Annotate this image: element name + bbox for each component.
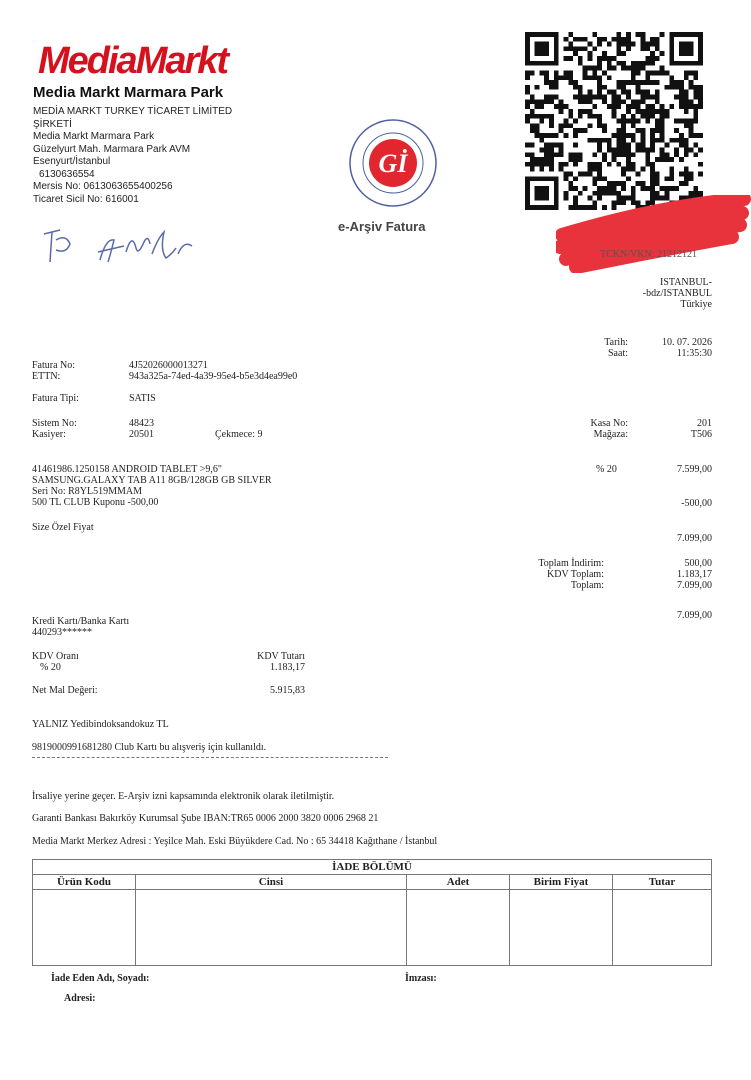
total-discount-label: Toplam İndirim: [538, 558, 604, 569]
mediamarkt-logo: MediaMarkt [38, 40, 228, 82]
date-label: Tarih: [604, 337, 628, 348]
register-value: 201 [697, 418, 712, 429]
total-value: 7.099,00 [677, 580, 712, 591]
return-title: İADE BÖLÜMÜ [33, 860, 712, 875]
system-no-label: Sistem No: [32, 418, 77, 429]
signature-label: İmzası: [405, 973, 437, 984]
return-cell [407, 890, 510, 966]
register-label: Kasa No: [590, 418, 628, 429]
company-line: Mersis No: 0613063655400256 [33, 181, 173, 192]
document-type: e-Arşiv Fatura [338, 219, 426, 234]
bank-info: Garanti Bankası Bakırköy Kurumsal Şube IBAN:TR65 0006 2000 3820 0006 2968 21 [32, 813, 379, 824]
invoice-type-value: SATIS [129, 393, 156, 404]
item-price: 7.599,00 [677, 464, 712, 475]
system-no-value: 48423 [129, 418, 154, 429]
return-cell [33, 890, 136, 966]
company-line: Ticaret Sicil No: 616001 [33, 193, 139, 205]
company-line: Esenyurt/İstanbul [33, 156, 111, 167]
customer-vkn: TCKN/VKN: 21212121 [600, 249, 697, 260]
net-value-label: Net Mal Değeri: [32, 685, 98, 696]
return-cell [613, 890, 712, 966]
special-price-label: Size Özel Fiyat [32, 522, 94, 533]
return-cell [136, 890, 407, 966]
signature-image [38, 222, 198, 272]
col-total: Tutar [613, 875, 712, 890]
customer-address [600, 277, 712, 310]
dashed-divider [32, 757, 388, 758]
ettn-label: ETTN: [32, 371, 61, 382]
city-line: ISTANBUL- [660, 277, 712, 288]
col-type: Cinsi [136, 875, 407, 890]
company-line: MEDİA MARKT TURKEY TİCARET LİMİTED [33, 106, 233, 117]
company-info [33, 106, 283, 206]
redaction-mark [556, 195, 751, 273]
invoice-no-label: Fatura No: [32, 360, 76, 371]
ettn-value: 943a325a-74ed-4a39-95e4-b5e3d4ea99e0 [129, 371, 298, 382]
col-unit-price: Birim Fiyat [510, 875, 613, 890]
vat-total-label: KDV Toplam: [547, 569, 604, 580]
special-price-value: 7.099,00 [677, 533, 712, 544]
cashier-label: Kasiyer: [32, 429, 66, 440]
item-serial: Seri No: R8YL519MMAM [32, 486, 143, 497]
invoice-no-value: 4J52026000013271 [129, 360, 208, 371]
vat-amount-value: 1.183,17 [270, 662, 305, 673]
total-label: Toplam: [570, 580, 604, 591]
payment-method: Kredi Kartı/Banka Kartı [32, 616, 130, 627]
date-value: 10. 07. 2026 [662, 337, 712, 348]
vat-rate-value: % 20 [40, 662, 61, 673]
vat-total-value: 1.183,17 [677, 569, 712, 580]
card-number: 440293****** [32, 627, 92, 638]
invoice-type-label: Fatura Tipi: [32, 393, 79, 404]
company-line: 6130636554 [39, 168, 95, 180]
store-label: Mağaza: [593, 429, 628, 440]
col-quantity: Adet [407, 875, 510, 890]
paid-amount: 7.099,00 [677, 610, 712, 621]
item-vat: % 20 [596, 464, 617, 475]
net-value: 5.915,83 [270, 685, 305, 696]
country: Türkiye [680, 299, 712, 310]
irsaliye-note: İrsaliye yerine geçer. E-Arşiv izni kapsamında elektronik olarak iletilmiştir. [32, 791, 335, 802]
club-card-note: 9819000991681280 Club Kartı bu alışveriş için kullanıldı. [32, 742, 267, 753]
seal-letters: Gİ [378, 149, 408, 178]
company-line: ŞİRKETİ [33, 118, 72, 130]
time-label: Saat: [608, 348, 628, 359]
col-product-code: Ürün Kodu [33, 875, 136, 890]
city-line: -bdz/ISTANBUL [642, 288, 712, 299]
gib-seal-icon [348, 118, 438, 208]
address-label: Adresi: [64, 993, 96, 1004]
store-value: T506 [690, 429, 712, 440]
total-discount-value: 500,00 [684, 558, 712, 569]
cashier-value: 20501 [129, 429, 154, 440]
vat-amount-label: KDV Tutarı [257, 651, 305, 662]
item-discount: -500,00 [681, 498, 712, 509]
item-line: 41461986.1250158 ANDROID TABLET >9,6" [32, 464, 222, 475]
company-line: Media Markt Marmara Park [33, 131, 155, 142]
returner-name-label: İade Eden Adı, Soyadı: [51, 973, 150, 984]
item-coupon: 500 TL CLUB Kuponu -500,00 [32, 497, 159, 508]
return-cell [510, 890, 613, 966]
company-line: Güzelyurt Mah. Marmara Park AVM [33, 143, 191, 155]
return-table [32, 859, 712, 966]
item-line: SAMSUNG.GALAXY TAB A11 8GB/128GB GB SILVER [32, 475, 272, 486]
time-value: 11:35:30 [676, 348, 712, 359]
vat-rate-label: KDV Oranı [32, 651, 79, 662]
store-title: Media Markt Marmara Park [33, 84, 224, 101]
hq-address: Media Markt Merkez Adresi : Yeşilce Mah. Eski Büyükdere Cad. No : 65 34418 Kağıthane / İstanbul [32, 836, 438, 847]
qr-code-icon [525, 32, 703, 210]
drawer: Çekmece: 9 [215, 429, 263, 440]
amount-in-words: YALNIZ Yedibindoksandokuz TL [32, 719, 169, 730]
